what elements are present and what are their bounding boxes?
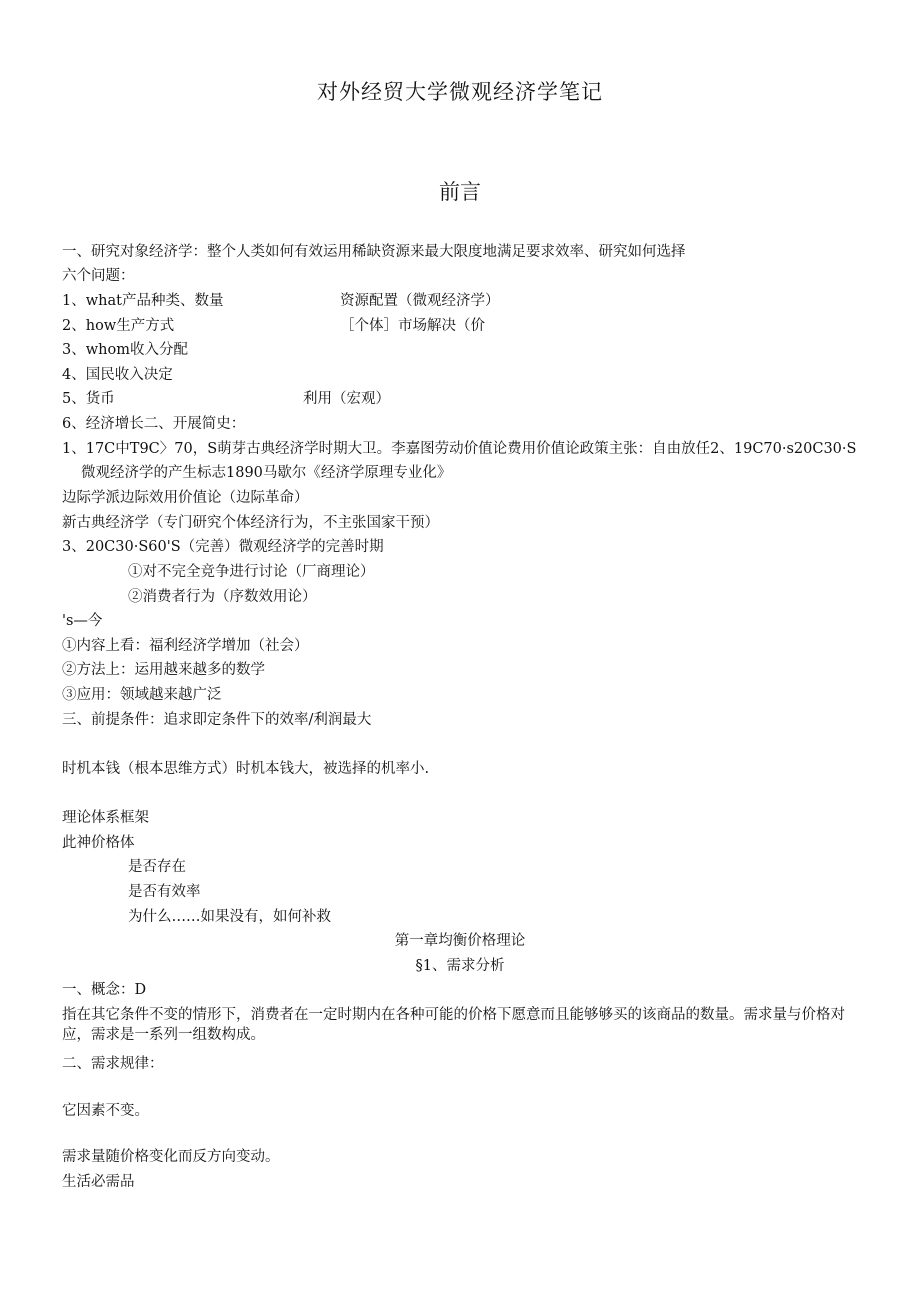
text-line: 5、货币 — [62, 391, 115, 407]
text-line: 三、前提条件：追求即定条件下的效率/利润最大 — [62, 712, 372, 728]
text-line: 此神价格体 — [62, 835, 135, 851]
document-title: 对外经贸大学微观经济学笔记 — [317, 80, 603, 104]
text-line: 资源配置（微观经济学） — [340, 293, 500, 309]
text-line: 六个问题： — [62, 268, 135, 284]
text-line: 6、经济增长二、开展简史： — [62, 416, 246, 432]
text-line: 是否有效率 — [128, 884, 201, 900]
text-line: 一、研究对象经济学：整个人类如何有效运用稀缺资源来最大限度地满足要求效率、研究如何选择 — [62, 244, 686, 260]
preface-heading: 前言 — [439, 180, 481, 204]
text-line: 1、17C中T9C〉70，S萌芽古典经济学时期大卫。李嘉图劳动价值论费用价值论政策主张：自由放任2、19C70·s20C30·S — [62, 441, 857, 457]
text-line: 3、20C30·S60'S（完善）微观经济学的完善时期 — [62, 539, 384, 555]
text-line: 边际学派边际效用价值论（边际革命） — [62, 490, 309, 506]
text-line: ②方法上：运用越来越多的数学 — [62, 662, 265, 678]
text-line: 是否存在 — [128, 859, 186, 875]
text-line: 为什么……如果没有，如何补救 — [128, 909, 331, 925]
text-line: 1、what产品种类、数量 — [62, 293, 224, 309]
text-line: 它因素不变。 — [62, 1103, 149, 1119]
text-line: 微观经济学的产生标志1890马歇尔《经济学原理专业化》 — [81, 465, 452, 481]
text-line: 2、how生产方式 — [62, 318, 175, 334]
text-line: 3、whom收入分配 — [62, 342, 188, 358]
text-line: ②消费者行为（序数效用论） — [128, 589, 317, 605]
chapter-heading: 第一章均衡价格理论 — [394, 933, 526, 949]
text-line: 4、国民收入决定 — [62, 367, 173, 383]
section-heading: §1、需求分析 — [415, 958, 505, 974]
text-line: 理论体系框架 — [62, 810, 149, 826]
text-line: 二、需求规律： — [62, 1056, 164, 1072]
paragraph: 指在其它条件不变的情形下，消费者在一定时期内在各种可能的价格下愿意而且能够够买的该商品的数量。需求量与价格对应，需求是一系列一组数构成。 — [62, 1007, 845, 1043]
text-line: 利用（宏观） — [303, 391, 390, 407]
text-line: ［个体］市场解决（价 — [340, 318, 485, 334]
text-line: 's—今 — [62, 613, 103, 629]
text-line: 时机本钱（根本思维方式）时机本钱大，被选择的机率小. — [62, 761, 430, 777]
text-line: 需求量随价格变化而反方向变动。 — [62, 1149, 280, 1165]
text-line: 生活必需品 — [62, 1174, 135, 1190]
text-line: 一、概念：D — [62, 982, 147, 998]
text-line: 新古典经济学（专门研究个体经济行为，不主张国家干预） — [62, 515, 439, 531]
text-line: ①内容上看：福利经济学增加（社会） — [62, 638, 309, 654]
text-line: ①对不完全竞争进行讨论（厂商理论） — [128, 564, 375, 580]
text-line: ③应用：领域越来越广泛 — [62, 687, 222, 703]
